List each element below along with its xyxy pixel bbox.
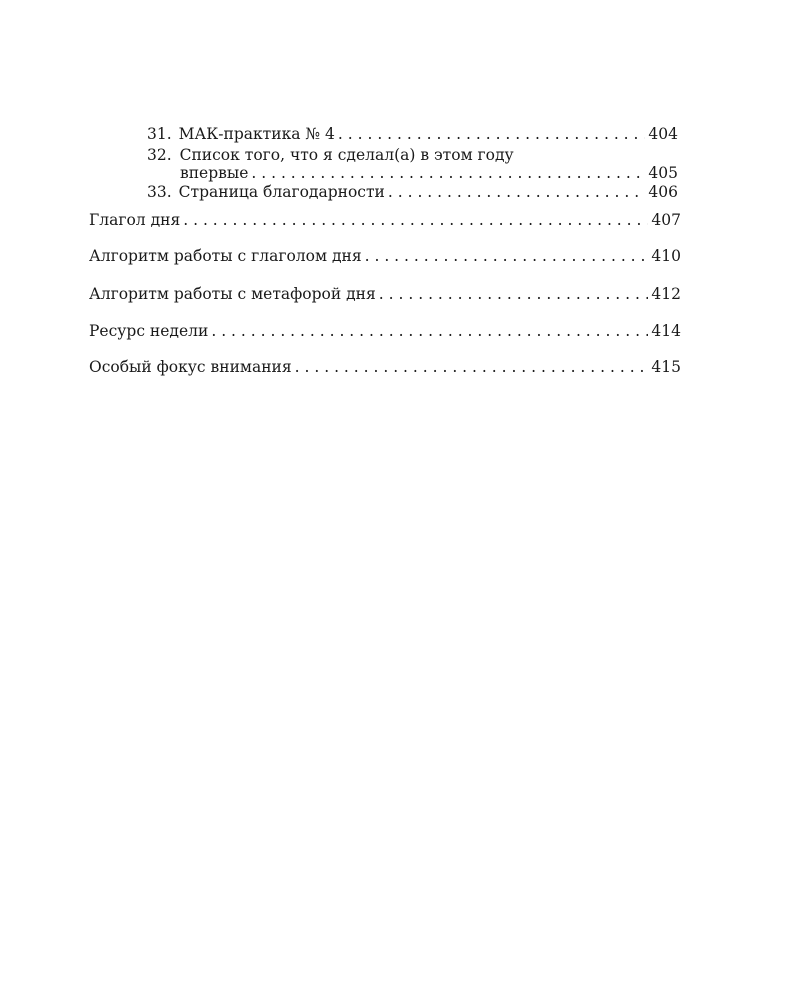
toc-entry-title: Особый фокус внимания: [89, 358, 292, 376]
dot-leader: [338, 124, 646, 144]
toc-entry-page: 404: [648, 125, 678, 143]
toc-sub-entry-32-line2: [180, 163, 678, 183]
dot-leader: [183, 210, 648, 230]
dot-leader: [295, 357, 649, 377]
toc-entry-title: Ресурс недели: [89, 322, 209, 340]
toc-entry-page: 414: [651, 322, 681, 340]
toc-entry-osobyi-fokus: [89, 357, 681, 377]
toc-entry-number: 33.: [147, 183, 172, 201]
dot-leader: [379, 284, 649, 304]
dot-leader: [211, 321, 648, 341]
toc-entry-number: 31.: [147, 125, 172, 143]
toc-entry-algoritm-glagol: [89, 246, 681, 266]
toc-entry-page: 410: [651, 247, 681, 265]
toc-sub-entry-31: [147, 124, 678, 144]
toc-entry-title: Алгоритм работы с глаголом дня: [89, 247, 362, 265]
toc-entry-title: Страница благодарности: [178, 183, 385, 201]
toc-entry-title: Список того, что я сделал(а) в этом году: [179, 146, 514, 164]
toc-entry-title: МАК-практика № 4: [178, 125, 335, 143]
toc-entry-title-continued: впервые: [180, 164, 249, 182]
toc-entry-page: 406: [648, 183, 678, 201]
toc-entry-number: 32.: [147, 146, 172, 164]
toc-entry-title: Алгоритм работы с метафорой дня: [89, 285, 376, 303]
toc-entry-page: 415: [651, 358, 681, 376]
toc-entry-resurs-nedeli: [89, 321, 681, 341]
toc-entry-glagol-dnya: [89, 210, 681, 230]
toc-entry-algoritm-metafora: [89, 284, 681, 304]
toc-entry-page: 405: [648, 164, 678, 182]
toc-entry-page: 407: [651, 211, 681, 229]
toc-sub-entry-32-line1: [147, 145, 514, 165]
dot-leader: [388, 182, 646, 202]
toc-entry-page: 412: [651, 285, 681, 303]
dot-leader: [251, 163, 645, 183]
toc-sub-entry-33: [147, 182, 678, 202]
toc-entry-title: Глагол дня: [89, 211, 181, 229]
dot-leader: [365, 246, 649, 266]
